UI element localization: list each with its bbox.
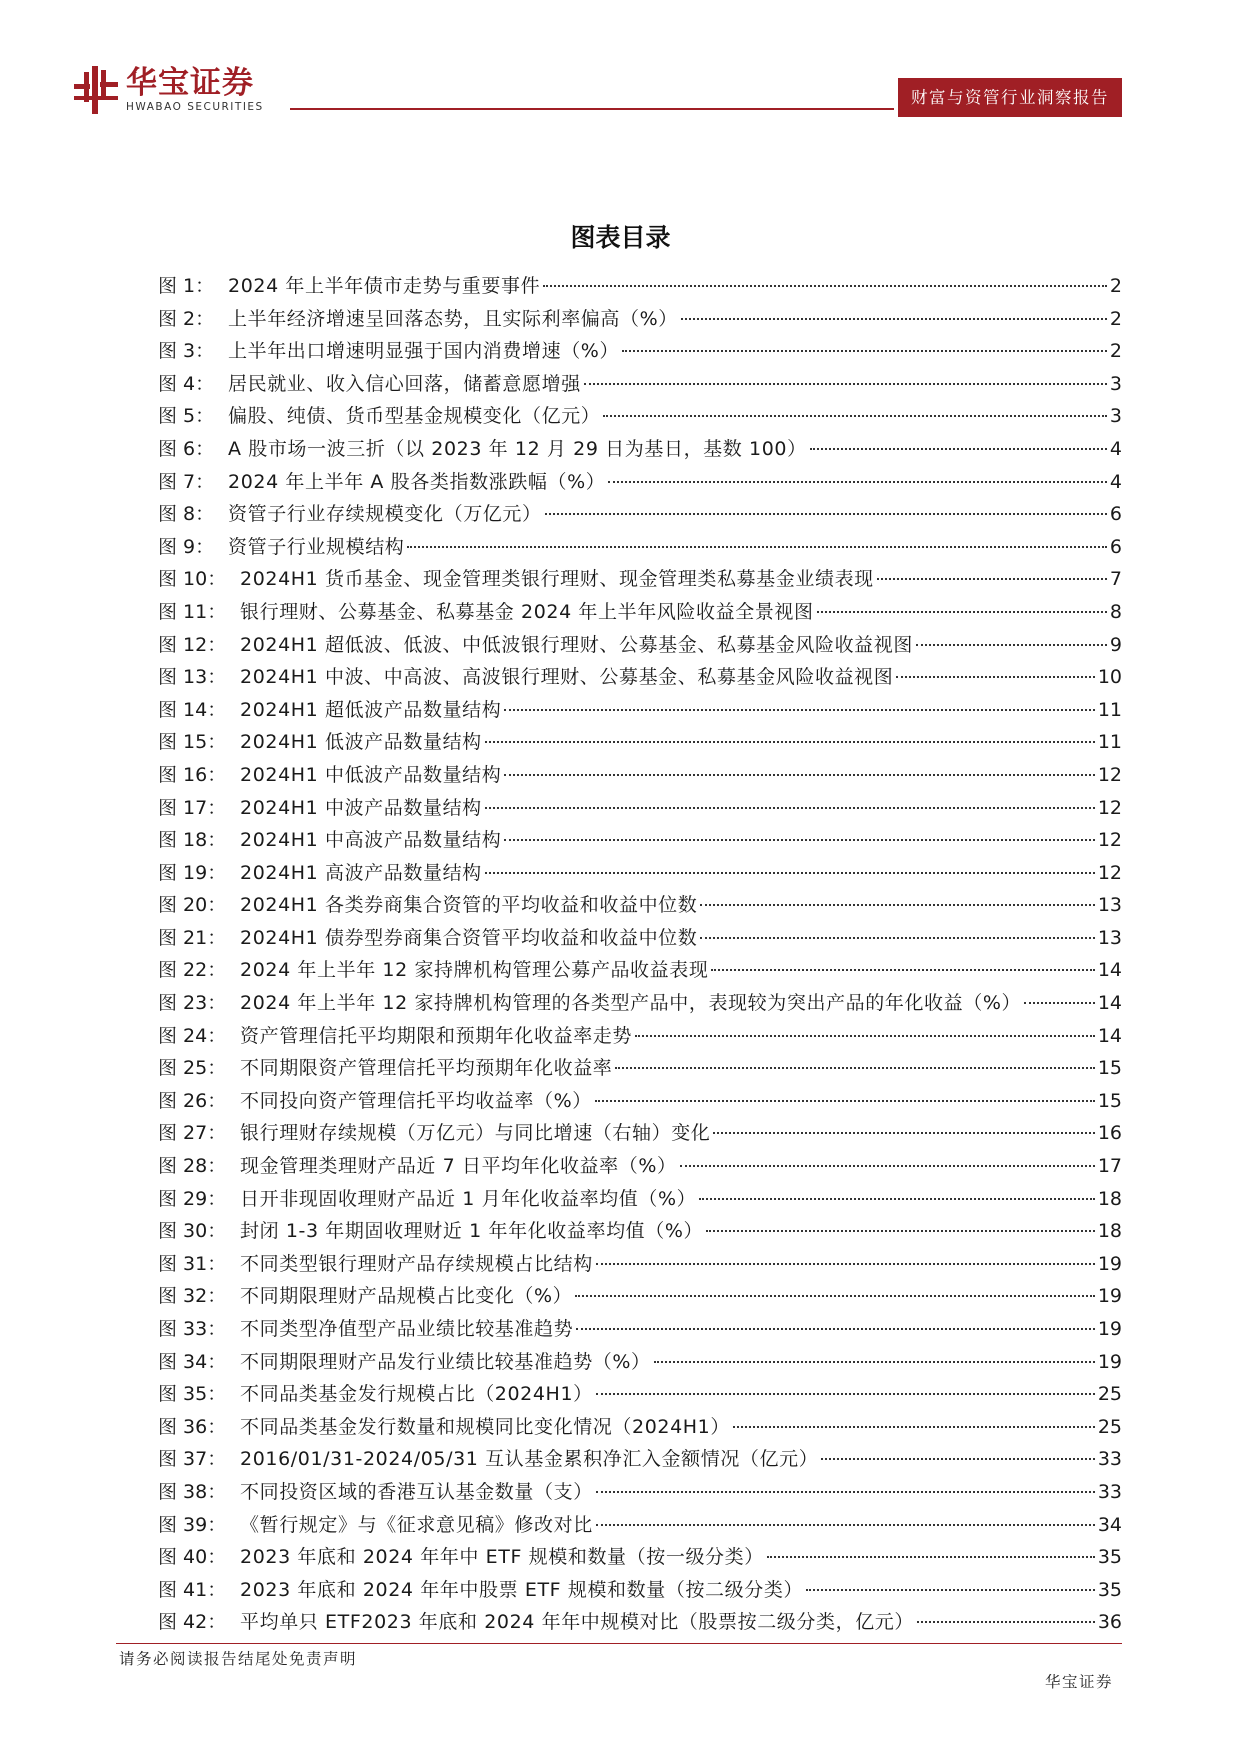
toc-page-number: 15 bbox=[1097, 1057, 1122, 1080]
toc-figure-title: 银行理财、公募基金、私募基金 2024 年上半年风险收益全景视图 bbox=[240, 600, 814, 623]
toc-figure-number: 图 23： bbox=[158, 992, 227, 1015]
toc-figure-number: 图 26： bbox=[158, 1089, 227, 1112]
toc-entry[interactable] bbox=[158, 954, 1122, 987]
toc-dot-leader bbox=[543, 285, 1107, 287]
toc-figure-title: 2024H1 超低波产品数量结构 bbox=[240, 698, 502, 721]
toc-page-number: 10 bbox=[1097, 666, 1122, 689]
toc-entry[interactable] bbox=[158, 1020, 1122, 1053]
toc-entry[interactable] bbox=[158, 1248, 1122, 1281]
toc-figure-number: 图 6： bbox=[158, 437, 215, 460]
toc-dot-leader bbox=[596, 1393, 1095, 1395]
toc-figure-number: 图 24： bbox=[158, 1024, 227, 1047]
toc-figure-number: 图 32： bbox=[158, 1285, 227, 1308]
toc-dot-leader bbox=[713, 1132, 1094, 1134]
toc-dot-leader bbox=[504, 839, 1094, 841]
toc-entry[interactable] bbox=[158, 1313, 1122, 1346]
toc-figure-title: 平均单只 ETF2023 年底和 2024 年年中规模对比（股票按二级分类，亿元） bbox=[240, 1611, 915, 1634]
footer-divider bbox=[116, 1643, 1122, 1644]
toc-figure-number: 图 33： bbox=[158, 1318, 227, 1340]
toc-entry[interactable] bbox=[158, 270, 1122, 303]
toc-dot-leader bbox=[504, 774, 1094, 776]
toc-page-number: 33 bbox=[1097, 1480, 1122, 1503]
hwabao-logo-icon bbox=[74, 64, 118, 114]
toc-entry[interactable] bbox=[158, 987, 1122, 1020]
toc-entry[interactable] bbox=[158, 1443, 1122, 1476]
toc-entry[interactable] bbox=[158, 1378, 1122, 1411]
toc-figure-title: 居民就业、收入信心回落，储蓄意愿增强 bbox=[228, 372, 581, 395]
toc-entry[interactable] bbox=[158, 1476, 1122, 1509]
toc-entry[interactable] bbox=[158, 303, 1122, 336]
toc-entry[interactable] bbox=[158, 1541, 1122, 1574]
toc-entry[interactable] bbox=[158, 368, 1122, 401]
toc-figure-number: 图 42： bbox=[158, 1611, 227, 1634]
toc-page-number: 6 bbox=[1109, 535, 1122, 558]
toc-dot-leader bbox=[485, 741, 1095, 743]
toc-figure-title: 现金管理类理财产品近 7 日平均年化收益率（%） bbox=[240, 1155, 677, 1178]
toc-figure-number: 图 28： bbox=[158, 1155, 227, 1178]
toc-dot-leader bbox=[575, 1295, 1095, 1297]
toc-figure-title: 不同期限理财产品规模占比变化（%） bbox=[240, 1285, 573, 1308]
toc-page-number: 8 bbox=[1109, 600, 1122, 623]
toc-figure-number: 图 39： bbox=[158, 1513, 227, 1536]
toc-figure-title: 不同品类基金发行规模占比（2024H1） bbox=[240, 1383, 593, 1406]
toc-dot-leader bbox=[654, 1361, 1095, 1363]
toc-entry[interactable] bbox=[158, 726, 1122, 759]
toc-entry[interactable] bbox=[158, 1509, 1122, 1542]
toc-page-number: 2 bbox=[1109, 275, 1122, 297]
toc-page-number: 3 bbox=[1109, 372, 1122, 395]
toc-page-number: 2 bbox=[1109, 340, 1122, 363]
toc-figure-title: 2024H1 低波产品数量结构 bbox=[240, 731, 482, 754]
toc-figure-title: 不同投向资产管理信托平均收益率（%） bbox=[240, 1089, 592, 1112]
toc-figure-title: 资管子行业规模结构 bbox=[228, 535, 405, 558]
toc-entry[interactable] bbox=[158, 1085, 1122, 1118]
toc-figure-number: 图 16： bbox=[158, 763, 227, 786]
toc-page-number: 25 bbox=[1097, 1415, 1122, 1438]
toc-figure-number: 图 37： bbox=[158, 1448, 227, 1471]
toc-entry[interactable] bbox=[158, 694, 1122, 727]
toc-figure-title: 2024H1 货币基金、现金管理类银行理财、现金管理类私募基金业绩表现 bbox=[240, 568, 874, 591]
toc-figure-title: 2024H1 中高波产品数量结构 bbox=[240, 829, 502, 852]
toc-page-number: 3 bbox=[1109, 405, 1122, 428]
toc-entry[interactable] bbox=[158, 1052, 1122, 1085]
toc-dot-leader bbox=[504, 709, 1094, 711]
toc-page-number: 6 bbox=[1109, 503, 1122, 526]
toc-page-number: 25 bbox=[1097, 1383, 1122, 1406]
toc-page-number: 12 bbox=[1097, 763, 1122, 786]
toc-dot-leader bbox=[681, 318, 1107, 320]
disclaimer-note: 请务必阅读报告结尾处免责声明 bbox=[119, 1650, 358, 1668]
toc-entry[interactable] bbox=[158, 596, 1122, 629]
toc-page-number: 35 bbox=[1097, 1546, 1122, 1569]
toc-dot-leader bbox=[733, 1426, 1095, 1428]
company-name-en: HWABAO SECURITIES bbox=[126, 100, 264, 113]
toc-entry[interactable] bbox=[158, 531, 1122, 564]
toc-figure-title: 2024 年上半年债市走势与重要事件 bbox=[228, 275, 541, 297]
toc-entry[interactable] bbox=[158, 400, 1122, 433]
toc-figure-number: 图 12： bbox=[158, 633, 227, 656]
toc-entry[interactable] bbox=[158, 889, 1122, 922]
toc-dot-leader bbox=[706, 1230, 1095, 1232]
toc-figure-number: 图 15： bbox=[158, 731, 227, 754]
toc-entry[interactable] bbox=[158, 824, 1122, 857]
toc-page-number: 36 bbox=[1097, 1611, 1122, 1634]
toc-dot-leader bbox=[767, 1556, 1095, 1558]
toc-figure-number: 图 21： bbox=[158, 926, 227, 949]
toc-figure-number: 图 1： bbox=[158, 275, 215, 297]
toc-dot-leader bbox=[595, 1100, 1095, 1102]
toc-figure-title: 2023 年底和 2024 年年中 ETF 规模和数量（按一级分类） bbox=[240, 1546, 764, 1569]
toc-figure-number: 图 30： bbox=[158, 1220, 227, 1243]
toc-page-number: 14 bbox=[1097, 1024, 1122, 1047]
toc-figure-title: 2024H1 中波产品数量结构 bbox=[240, 796, 482, 819]
toc-entry[interactable] bbox=[158, 1574, 1122, 1607]
toc-page-number: 11 bbox=[1097, 731, 1122, 754]
toc-dot-leader bbox=[596, 1524, 1095, 1526]
toc-entry[interactable] bbox=[158, 1346, 1122, 1379]
toc-page-number: 19 bbox=[1097, 1350, 1122, 1373]
toc-page-number: 9 bbox=[1109, 633, 1122, 656]
toc-figure-number: 图 20： bbox=[158, 894, 227, 917]
toc-figure-number: 图 35： bbox=[158, 1383, 227, 1406]
toc-page-number: 12 bbox=[1097, 796, 1122, 819]
toc-entry[interactable] bbox=[158, 335, 1122, 368]
toc-figure-number: 图 10： bbox=[158, 568, 227, 591]
toc-dot-leader bbox=[608, 481, 1107, 483]
toc-figure-number: 图 13： bbox=[158, 666, 227, 689]
toc-figure-number: 图 2： bbox=[158, 307, 215, 330]
page-header bbox=[0, 0, 1241, 130]
toc-figure-title: 2024H1 中波、中高波、高波银行理财、公募基金、私募基金风险收益视图 bbox=[240, 666, 894, 689]
toc-page-number: 19 bbox=[1097, 1285, 1122, 1308]
company-logo bbox=[74, 64, 264, 114]
toc-dot-leader bbox=[622, 350, 1107, 352]
toc-page-number: 19 bbox=[1097, 1318, 1122, 1340]
toc-page-number: 13 bbox=[1097, 926, 1122, 949]
toc-dot-leader bbox=[806, 1589, 1095, 1591]
toc-figure-number: 图 36： bbox=[158, 1415, 227, 1438]
toc-figure-number: 图 41： bbox=[158, 1578, 227, 1601]
toc-entry[interactable] bbox=[158, 563, 1122, 596]
toc-dot-leader bbox=[1024, 1002, 1095, 1004]
toc-dot-leader bbox=[545, 513, 1107, 515]
toc-dot-leader bbox=[485, 872, 1095, 874]
toc-page-number: 11 bbox=[1097, 698, 1122, 721]
toc-entry[interactable] bbox=[158, 1117, 1122, 1150]
toc-figure-title: 日开非现固收理财产品近 1 月年化收益率均值（%） bbox=[240, 1187, 697, 1210]
toc-page-number: 35 bbox=[1097, 1578, 1122, 1601]
toc-page-number: 18 bbox=[1097, 1220, 1122, 1243]
toc-figure-title: 不同类型银行理财产品存续规模占比结构 bbox=[240, 1252, 593, 1275]
toc-figure-number: 图 17： bbox=[158, 796, 227, 819]
toc-figure-number: 图 40： bbox=[158, 1546, 227, 1569]
toc-title: 图表目录 bbox=[570, 223, 671, 252]
toc-figure-title: 2024H1 债券型券商集合资管平均收益和收益中位数 bbox=[240, 926, 698, 949]
toc-figure-number: 图 22： bbox=[158, 959, 227, 982]
toc-figure-number: 图 29： bbox=[158, 1187, 227, 1210]
toc-figure-title: 2023 年底和 2024 年年中股票 ETF 规模和数量（按二级分类） bbox=[240, 1578, 804, 1601]
toc-figure-title: 资管子行业存续规模变化（万亿元） bbox=[228, 503, 542, 526]
toc-entry[interactable] bbox=[158, 1183, 1122, 1216]
toc-figure-title: 2024 年上半年 12 家持牌机构管理公募产品收益表现 bbox=[240, 959, 709, 982]
toc-entry[interactable] bbox=[158, 629, 1122, 662]
toc-figure-number: 图 14： bbox=[158, 698, 227, 721]
toc-figure-number: 图 31： bbox=[158, 1252, 227, 1275]
toc-figure-title: 2024 年上半年 A 股各类指数涨跌幅（%） bbox=[228, 470, 606, 493]
toc-figure-number: 图 38： bbox=[158, 1480, 227, 1503]
toc-figure-title: 2016/01/31-2024/05/31 互认基金累积净汇入金额情况（亿元） bbox=[240, 1448, 819, 1471]
toc-figure-number: 图 3： bbox=[158, 340, 215, 363]
toc-figure-title: 偏股、纯债、货币型基金规模变化（亿元） bbox=[228, 405, 601, 428]
toc-dot-leader bbox=[596, 1491, 1095, 1493]
toc-page-number: 12 bbox=[1097, 829, 1122, 852]
toc-dot-leader bbox=[817, 611, 1107, 613]
toc-page-number: 14 bbox=[1097, 992, 1122, 1015]
toc-dot-leader bbox=[596, 1263, 1095, 1265]
toc-page-number: 14 bbox=[1097, 959, 1122, 982]
toc-figure-number: 图 9： bbox=[158, 535, 215, 558]
toc-dot-leader bbox=[635, 1035, 1095, 1037]
toc-figure-title: 不同类型净值型产品业绩比较基准趋势 bbox=[240, 1318, 574, 1340]
toc-figure-title: 2024H1 各类券商集合资管的平均收益和收益中位数 bbox=[240, 894, 698, 917]
toc-figure-title: 《暂行规定》与《征求意见稿》修改对比 bbox=[240, 1513, 593, 1536]
toc-page-number: 34 bbox=[1097, 1513, 1122, 1536]
toc-entry[interactable] bbox=[158, 1150, 1122, 1183]
toc-dot-leader bbox=[877, 578, 1107, 580]
toc-figure-title: 不同期限资产管理信托平均预期年化收益率 bbox=[240, 1057, 613, 1080]
toc-dot-leader bbox=[680, 1165, 1095, 1167]
toc-page-number: 18 bbox=[1097, 1187, 1122, 1210]
toc-dot-leader bbox=[584, 383, 1107, 385]
toc-dot-leader bbox=[700, 937, 1094, 939]
toc-figure-title: A 股市场一波三折（以 2023 年 12 月 29 日为基日，基数 100） bbox=[228, 437, 807, 460]
toc-figure-title: 上半年出口增速明显强于国内消费增速（%） bbox=[228, 340, 620, 363]
toc-page-number: 33 bbox=[1097, 1448, 1122, 1471]
toc-figure-title: 2024 年上半年 12 家持牌机构管理的各类型产品中，表现较为突出产品的年化收益（%） bbox=[240, 992, 1022, 1015]
toc-page-number: 7 bbox=[1109, 568, 1122, 591]
report-type-tag: 财富与资管行业洞察报告 bbox=[898, 78, 1122, 117]
toc-entry[interactable] bbox=[158, 1411, 1122, 1444]
header-divider bbox=[290, 108, 894, 110]
toc-figure-number: 图 19： bbox=[158, 861, 227, 884]
toc-figure-number: 图 18： bbox=[158, 829, 227, 852]
footer-brand: 华宝证券 bbox=[1044, 1673, 1113, 1691]
toc-page-number: 19 bbox=[1097, 1252, 1122, 1275]
toc-figure-number: 图 27： bbox=[158, 1122, 227, 1145]
toc-figure-number: 图 4： bbox=[158, 372, 215, 395]
toc-dot-leader bbox=[916, 644, 1107, 646]
toc-figure-title: 封闭 1-3 年期固收理财近 1 年年化收益率均值（%） bbox=[240, 1220, 704, 1243]
toc-page-number: 4 bbox=[1109, 437, 1122, 460]
toc-dot-leader bbox=[407, 546, 1107, 548]
company-name-cn: 华宝证券 bbox=[126, 64, 254, 101]
toc-dot-leader bbox=[917, 1621, 1095, 1623]
toc-dot-leader bbox=[700, 904, 1094, 906]
toc-figure-number: 图 34： bbox=[158, 1350, 227, 1373]
toc-dot-leader bbox=[699, 1198, 1095, 1200]
toc-figure-title: 不同期限理财产品发行业绩比较基准趋势（%） bbox=[240, 1350, 651, 1373]
toc-page-number: 2 bbox=[1109, 307, 1122, 330]
toc-dot-leader bbox=[576, 1328, 1095, 1330]
toc-dot-leader bbox=[711, 969, 1094, 971]
toc-page-number: 15 bbox=[1097, 1089, 1122, 1112]
toc-entry[interactable] bbox=[158, 857, 1122, 890]
toc-figure-title: 资产管理信托平均期限和预期年化收益率走势 bbox=[240, 1024, 633, 1047]
toc-page-number: 12 bbox=[1097, 861, 1122, 884]
toc-dot-leader bbox=[821, 1458, 1094, 1460]
toc-entry[interactable] bbox=[158, 1280, 1122, 1313]
toc-dot-leader bbox=[485, 807, 1095, 809]
toc-page-number: 13 bbox=[1097, 894, 1122, 917]
toc-figure-number: 图 11： bbox=[158, 600, 227, 623]
toc-dot-leader bbox=[615, 1067, 1094, 1069]
toc-entry[interactable] bbox=[158, 1215, 1122, 1248]
toc-page-number: 17 bbox=[1097, 1155, 1122, 1178]
toc-figure-title: 2024H1 中低波产品数量结构 bbox=[240, 763, 502, 786]
toc-page-number: 16 bbox=[1097, 1122, 1122, 1145]
toc-dot-leader bbox=[810, 448, 1107, 450]
toc-figure-number: 图 5： bbox=[158, 405, 215, 428]
toc-entry[interactable] bbox=[158, 1606, 1122, 1639]
toc-page-number: 4 bbox=[1109, 470, 1122, 493]
toc-dot-leader bbox=[603, 415, 1107, 417]
toc-figure-title: 上半年经济增速呈回落态势，且实际利率偏高（%） bbox=[228, 307, 678, 330]
toc-figure-title: 2024H1 高波产品数量结构 bbox=[240, 861, 482, 884]
toc-figure-title: 不同投资区域的香港互认基金数量（支） bbox=[240, 1480, 593, 1503]
figure-toc-list bbox=[158, 270, 1122, 1639]
toc-entry[interactable] bbox=[158, 792, 1122, 825]
toc-figure-number: 图 25： bbox=[158, 1057, 227, 1080]
toc-entry[interactable] bbox=[158, 661, 1122, 694]
toc-figure-title: 2024H1 超低波、低波、中低波银行理财、公募基金、私募基金风险收益视图 bbox=[240, 633, 913, 656]
toc-figure-title: 银行理财存续规模（万亿元）与同比增速（右轴）变化 bbox=[240, 1122, 711, 1145]
toc-figure-title: 不同品类基金发行数量和规模同比变化情况（2024H1） bbox=[240, 1415, 730, 1438]
toc-entry[interactable] bbox=[158, 433, 1122, 466]
toc-figure-number: 图 7： bbox=[158, 470, 215, 493]
toc-dot-leader bbox=[896, 676, 1094, 678]
toc-figure-number: 图 8： bbox=[158, 503, 215, 526]
toc-entry[interactable] bbox=[158, 759, 1122, 792]
toc-entry[interactable] bbox=[158, 922, 1122, 955]
toc-entry[interactable] bbox=[158, 498, 1122, 531]
toc-entry[interactable] bbox=[158, 466, 1122, 499]
